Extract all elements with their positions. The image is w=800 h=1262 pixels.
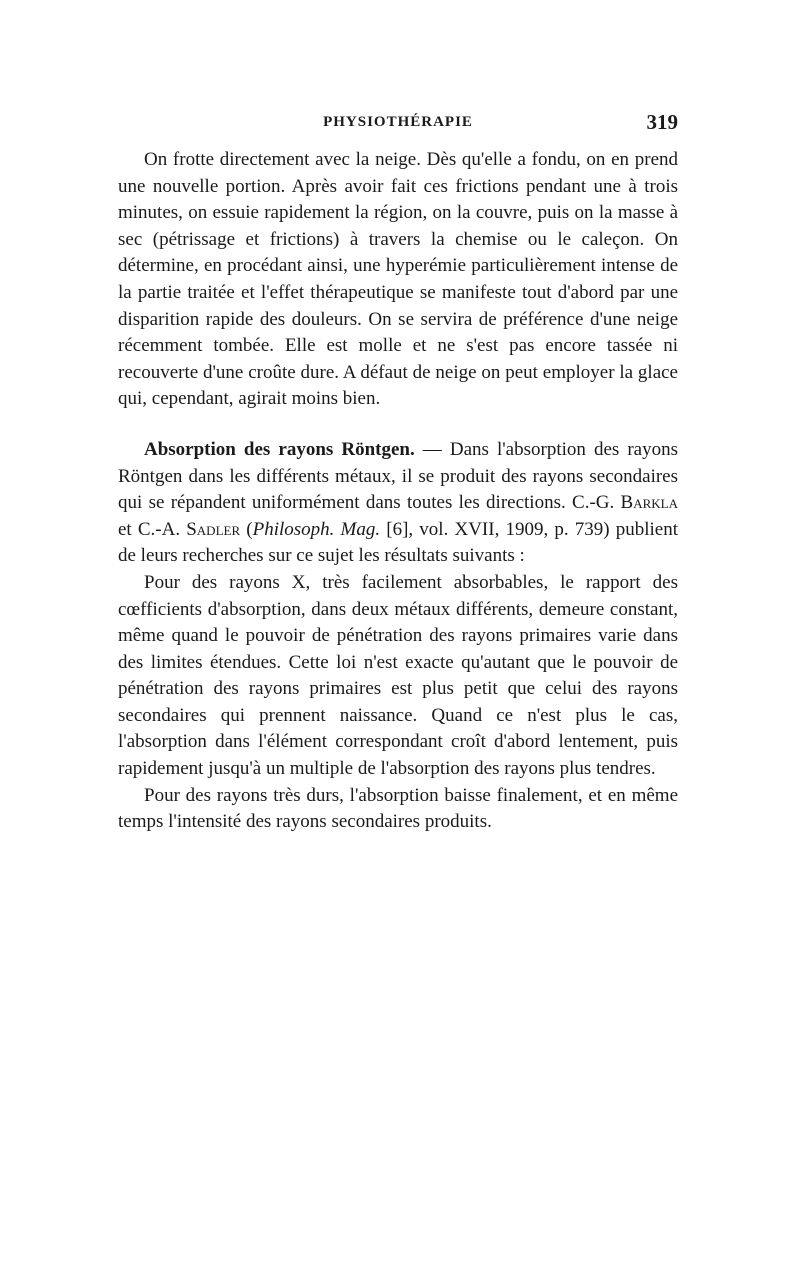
citation-rest: [6], vol. XVII, 1909, p. 739) publient de leurs recherches sur ce sujet les résultats suivants : bbox=[118, 518, 678, 567]
journal-title: Philosoph. Mag. bbox=[252, 518, 381, 540]
body-text bbox=[118, 147, 678, 836]
author-connector: et bbox=[118, 518, 138, 540]
running-title: PHYSIOTHÉRAPIE bbox=[323, 114, 473, 130]
paragraph-soft-rays: Pour des rayons X, très facilement absorbables, le rapport des cœfficients d'absorption, dans deux métaux différents, demeure constant, même quand le pouvoir de pénétration des rayons primaires varie dans des limites étendues. Cette loi n'est exacte qu'autant que le pouvoir de pénétration des rayons primaires est plus petit que celui des rayons secondaires qui prennent naissance. Quand ce n'est plus le cas, l'absorption dans l'élément correspondant croît d'abord lentement, puis rapidement jusqu'à un multiple de l'absorption des rayons plus tendres. bbox=[118, 571, 678, 780]
section-intro-text: — Dans l'absorption des rayons Röntgen dans les différents métaux, il se produit des rayons secondaires qui se répandent uniformément dans toutes les directions. bbox=[118, 438, 678, 514]
paragraph-rontgen-absorption bbox=[118, 437, 678, 570]
paragraph-snow-friction: On frotte directement avec la neige. Dès qu'elle a fondu, on en prend une nouvelle portion. Après avoir fait ces frictions pendant une à trois minutes, on essuie rapidement la région, on la couvre, puis on la masse à sec (pétrissage et frictions) à travers la chemise ou le caleçon. On détermine, en procédant ainsi, une hyperémie particulièrement intense de la partie traitée et l'effet thérapeutique se manifeste tout d'abord par une disparition rapide des douleurs. On se servira de préférence d'une neige récemment tombée. Elle est molle et ne s'est pas encore tassée ni recouverte d'une croûte dure. A défaut de neige on peut employer la glace qui, cependant, agirait moins bien. bbox=[118, 149, 678, 410]
paragraph-hard-rays: Pour des rayons très durs, l'absorption baisse finalement, et en même temps l'intensité des rayons secondaires produits. bbox=[118, 784, 678, 833]
page-number: 319 bbox=[646, 110, 678, 134]
section-heading: Absorption des rayons Röntgen. bbox=[144, 438, 415, 460]
citation-open: ( bbox=[240, 518, 253, 540]
author-barkla: C.-G. Barkla bbox=[572, 492, 679, 514]
author-sadler: C.-A. Sadler bbox=[137, 518, 241, 540]
running-head bbox=[118, 112, 678, 138]
